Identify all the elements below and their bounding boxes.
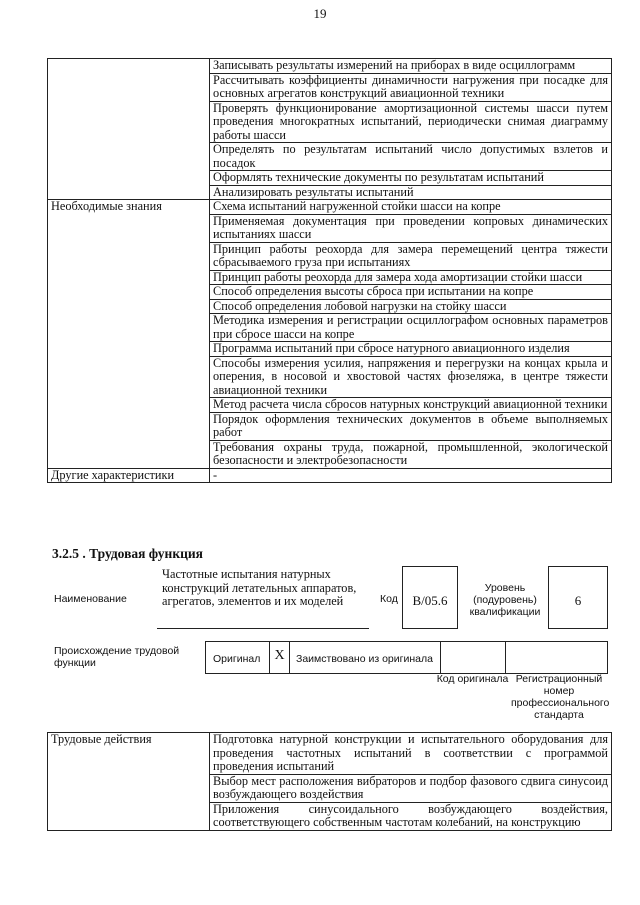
table-cell: Требования охраны труда, пожарной, промышленной, экологической безопасности и электробезопасности [210,440,612,468]
table-cell: Подготовка натурной конструкции и испытательного оборудования для проведения частотных испытаний в соответствии с программой проведения испытаний [210,733,612,775]
table-row-label: Необходимые знания [48,200,210,469]
table-cell: Анализировать результаты испытаний [210,185,612,200]
skills-knowledge-table [47,58,612,483]
original-mark: X [274,648,285,663]
name-label: Наименование [54,593,127,605]
code-label: Код [380,593,398,605]
table-cell: Выбор мест расположения вибраторов и подбор фазового сдвига синусоид возбуждающего воздействия [210,774,612,802]
table-cell: Метод расчета числа сбросов натурных конструкций авиационной техники [210,398,612,413]
level-value: 6 [548,566,608,629]
table-cell: Проверять функционирование амортизационной системы шасси путем проведения многократных испытаний, периодически снимая диаграмму работы шасси [210,101,612,143]
function-name: Частотные испытания натурных конструкций летательных аппаратов, агрегатов, элементов и их моделей [162,567,357,608]
table-cell: Схема испытаний нагруженной стойки шасси на копре [210,200,612,215]
table-row-label: Другие характеристики [48,468,210,483]
borrowed-label: Заимствовано из оригинала [296,653,433,665]
table-cell: Оформлять технические документы по результатам испытаний [210,171,612,186]
table-cell: Порядок оформления технических документов в объеме выполняемых работ [210,412,612,440]
section-heading: 3.2.5 . Трудовая функция [52,546,203,561]
table-cell: Способы измерения усилия, напряжения и перегрузки на концах крыла и оперения, в носовой и хвостовой частях фюзеляжа, в центре тяжести авиационной техники [210,356,612,398]
table-row-label: Трудовые действия [48,733,210,831]
registration-caption: Регистрационный номер профессионального стандарта [511,673,610,721]
table-row-label [48,59,210,200]
page-number: 19 [313,6,327,21]
origin-label: Происхождение трудовой функции [54,645,180,669]
table-cell: Программа испытаний при сбросе натурного авиационного изделия [210,342,612,357]
table-cell: Применяемая документация при проведении копровых динамических испытаниях шасси [210,214,612,242]
function-code: В/05.6 [402,566,458,629]
table-cell: Приложения синусоидального возбуждающего воздействия, соответствующего собственным частотам колебаний, на конструкцию [210,802,612,830]
table-cell: Записывать результаты измерений на приборах в виде осциллограмм [210,59,612,74]
table-cell: Способ определения высоты сброса при испытании на копре [210,285,612,300]
code-original-cell [440,641,506,674]
code-original-caption: Код оригинала [436,673,509,685]
labour-actions-table [47,732,612,831]
table-cell: - [210,468,612,483]
level-label: Уровень (подуровень) квалификации [469,582,541,618]
table-cell: Методика измерения и регистрации осциллографом основных параметров при сбросе шасси на копре [210,314,612,342]
table-cell: Способ определения лобовой нагрузки на стойку шасси [210,299,612,314]
table-cell: Определять по результатам испытаний число допустимых взлетов и посадок [210,143,612,171]
original-label: Оригинал [213,653,261,665]
table-cell: Принцип работы реохорда для замера перемещений центра тяжести сбрасываемого груза при испытаниях [210,242,612,270]
table-cell: Принцип работы реохорда для замера хода амортизации стойки шасси [210,270,612,285]
table-cell: Рассчитывать коэффициенты динамичности нагружения при посадке для основных агрегатов конструкций авиационной техники [210,73,612,101]
